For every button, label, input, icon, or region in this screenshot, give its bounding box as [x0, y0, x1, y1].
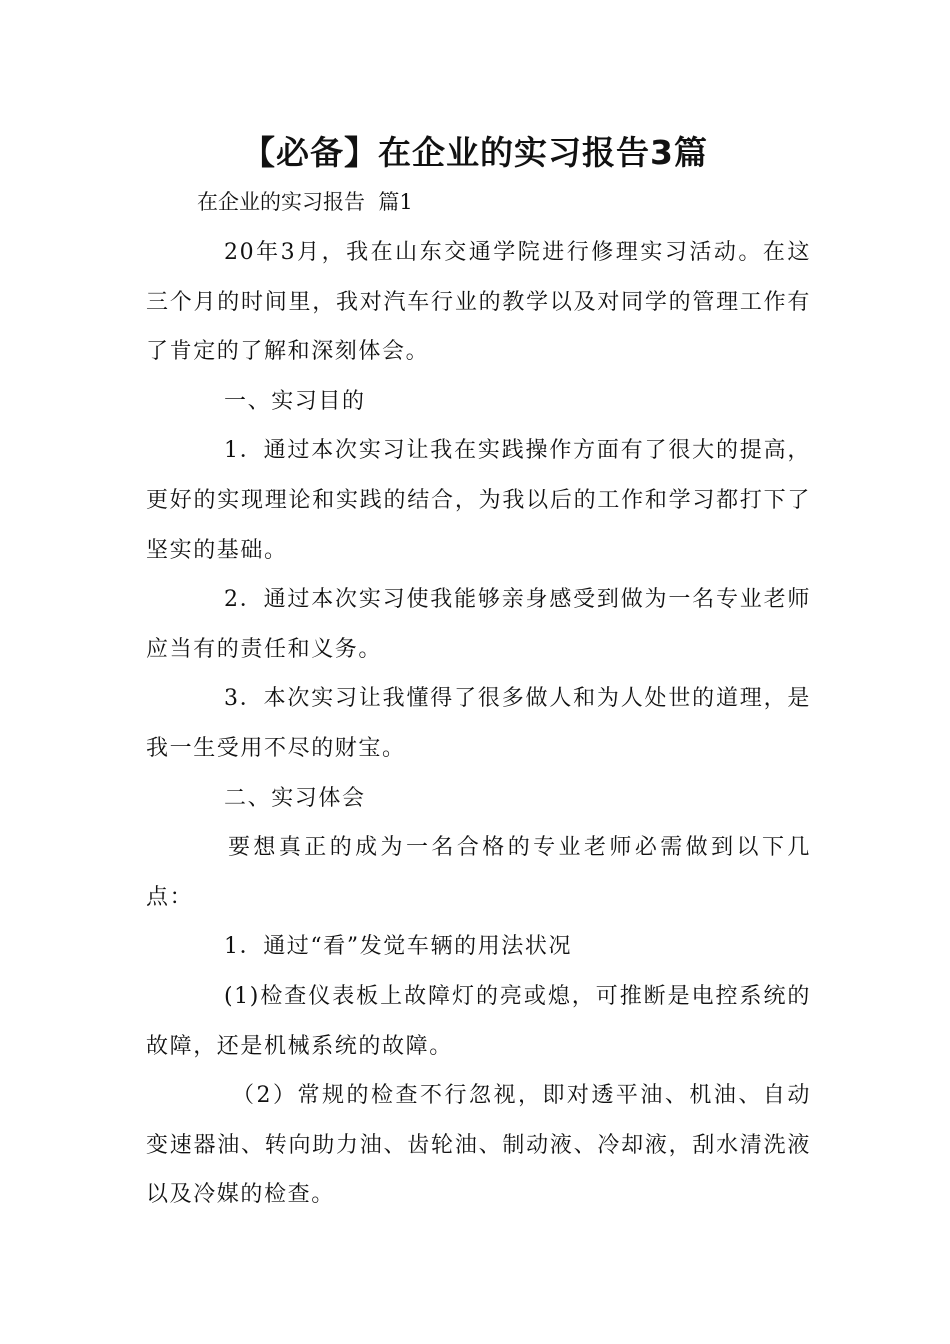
paragraph-look-heading: 1．通过“看”发觉车辆的用法状况	[224, 934, 573, 960]
paragraph-purpose-1: 1．通过本次实习让我在实践操作方面有了很大的提高，更好的实现理论和实践的结合，为我以后的工作和学习都打下了坚实的基础。	[146, 438, 811, 563]
paragraph-look-2: （2）常规的检查不行忽视，即对透平油、机油、自动变速器油、转向助力油、齿轮油、制动液、冷却液，刮水清洗液以及冷媒的检查。	[146, 1083, 811, 1208]
paragraph-experience-intro: 要想真正的成为一名合格的专业老师必需做到以下几点：	[146, 835, 811, 910]
paragraph-intro: 20年3月，我在山东交通学院进行修理实习活动。在这三个月的时间里，我对汽车行业的教学以及对同学的管理工作有了肯定的了解和深刻体会。	[146, 240, 811, 365]
document-subtitle: 在企业的实习报告 篇1	[197, 190, 413, 214]
document-body	[146, 228, 811, 1220]
heading-purpose: 一、实习目的	[224, 388, 366, 414]
paragraph-purpose-3: 3．本次实习让我懂得了很多做人和为人处世的道理，是我一生受用不尽的财宝。	[146, 686, 811, 761]
heading-experience: 二、实习体会	[224, 785, 366, 811]
document-title: 【必备】在企业的实习报告3篇	[242, 133, 708, 172]
paragraph-look-1: (1)检查仪表板上故障灯的亮或熄，可推断是电控系统的故障，还是机械系统的故障。	[146, 983, 811, 1059]
paragraph-purpose-2: 2．通过本次实习使我能够亲身感受到做为一名专业老师应当有的责任和义务。	[146, 587, 811, 662]
